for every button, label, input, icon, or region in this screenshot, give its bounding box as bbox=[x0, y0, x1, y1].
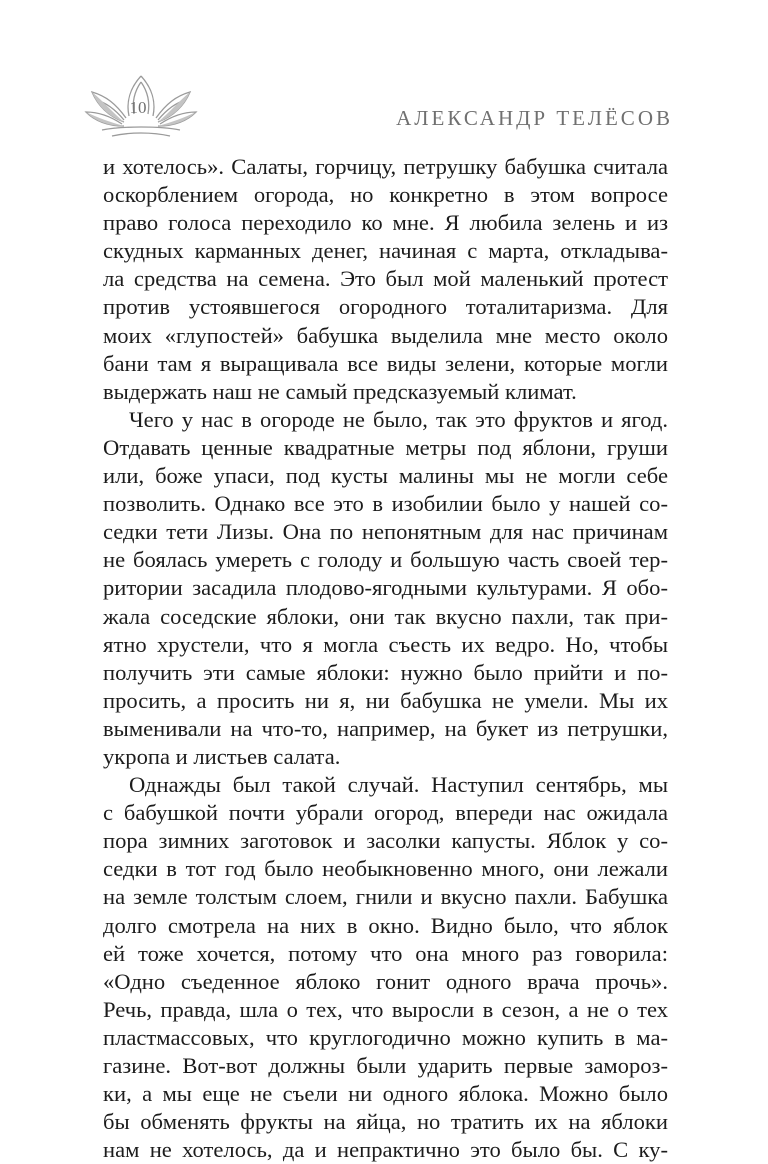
text-line: газине. Вот-вот должны были ударить первые замороз- bbox=[103, 1053, 668, 1078]
text-line: право голоса переходило ко мне. Я любила зелень и из bbox=[103, 210, 668, 236]
text-line: или, боже упаси, под кусты малины мы не могли себе bbox=[103, 463, 668, 489]
text-line: ки, а мы еще не съели ни одного яблока. Можно было bbox=[103, 1081, 668, 1107]
text-line: пора зимних заготовок и засолки капусты. Яблок у со- bbox=[103, 828, 668, 854]
text-line: седки в тот год было необыкновенно много, они лежали bbox=[103, 856, 668, 882]
text-line: ритории засадила плодово-ягодными культурами. Я обо- bbox=[103, 575, 668, 601]
page-header bbox=[0, 0, 768, 160]
text-line: выменивали на что-то, например, на букет из петрушки, bbox=[103, 715, 668, 741]
text-line: «Одно съеденное яблоко гонит одного врача прочь». bbox=[103, 968, 668, 994]
text-line: позволить. Однако все это в изобилии было у нашей со- bbox=[103, 491, 668, 517]
text-line: седки тети Лизы. Она по непонятным для нас причинам bbox=[103, 519, 668, 545]
text-line: и хотелось». Салаты, горчицу, петрушку бабушка считала bbox=[103, 154, 668, 179]
text-line: ла средства на семена. Это был мой маленький протест bbox=[103, 266, 668, 292]
text-line: не боялась умереть с голоду и большую часть своей тер- bbox=[103, 547, 668, 573]
text-line: нам не хотелось, да и непрактично это было бы. С ку- bbox=[103, 1137, 668, 1163]
text-line: бы обменять фрукты на яйца, но тратить их на яблоки bbox=[103, 1109, 668, 1135]
paragraph bbox=[103, 153, 668, 406]
text-line: ей тоже хочется, потому что она много раз говорила: bbox=[103, 940, 668, 966]
text-line: выдержать наш не самый предсказуемый климат. bbox=[103, 378, 577, 404]
text-line: на земле толстым слоем, гнили и вкусно пахли. Бабушка bbox=[103, 884, 668, 910]
text-line: Однажды был такой случай. Наступил сентябрь, мы bbox=[129, 772, 668, 798]
body-text bbox=[103, 153, 668, 1164]
text-line: Чего у нас в огороде не было, так это фруктов и ягод. bbox=[129, 406, 668, 432]
text-line: получить эти самые яблоки: нужно было прийти и по- bbox=[103, 659, 668, 685]
running-head: АЛЕКСАНДР ТЕЛЁСОВ bbox=[396, 106, 673, 130]
text-line: Отдавать ценные квадратные метры под яблони, груши bbox=[103, 434, 668, 460]
text-line: скудных карманных денег, начиная с марта, откладыва- bbox=[103, 238, 668, 264]
text-line: пластмассовых, что круглогодично можно купить в ма- bbox=[103, 1024, 668, 1050]
text-line: долго смотрела на них в окно. Видно было, что яблок bbox=[103, 912, 668, 938]
text-line: Речь, правда, шла о тех, что выросли в сезон, а не о тех bbox=[103, 996, 668, 1022]
text-line: бани там я выращивала все виды зелени, которые могли bbox=[103, 350, 668, 376]
text-line: укропа и листьев салата. bbox=[103, 743, 341, 769]
text-line: против устоявшегося огородного тоталитаризма. Для bbox=[103, 294, 668, 320]
text-line: с бабушкой почти убрали огород, впереди нас ожидала bbox=[103, 800, 668, 826]
page-number: 10 bbox=[129, 98, 147, 117]
paragraph bbox=[103, 406, 668, 771]
text-line: ятно хрустели, что я могла съесть их ведро. Но, чтобы bbox=[103, 631, 668, 657]
text-line: жала соседские яблоки, они так вкусно пахли, так при- bbox=[103, 603, 668, 629]
text-line: просить, а просить ни я, ни бабушка не умели. Мы их bbox=[103, 687, 668, 713]
text-line: моих «глупостей» бабушка выделила мне место около bbox=[103, 322, 668, 348]
paragraph bbox=[103, 771, 668, 1164]
text-line: оскорблением огорода, но конкретно в этом вопросе bbox=[103, 182, 668, 208]
